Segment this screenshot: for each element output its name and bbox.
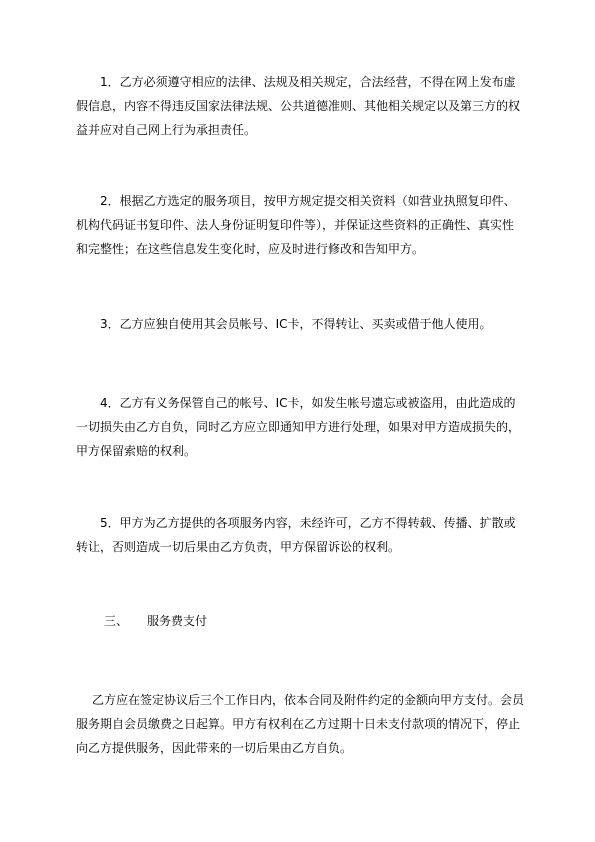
clause-1: 1．乙方必须遵守相应的法律、法规及相关规定，合法经营，不得在网上发布虚假信息，内容不得违反国家法律法规、公共道德准则、其他相关规定以及第三方的权益并应对自己网上行为承担责任。: [76, 75, 521, 137]
section-title: 服务费支付: [147, 614, 208, 628]
clause-5: 5．甲方为乙方提供的各项服务内容，未经许可，乙方不得转载、传播、扩散或转让，否则造成一切后果由乙方负责，甲方保留诉讼的权利。: [76, 516, 516, 554]
section-heading: [76, 609, 207, 633]
payment-paragraph: 乙方应在签定协议后三个工作日内，依本合同及附件约定的金额向甲方支付。会员服务期自会员缴费之日起算。甲方有权利在乙方过期十日未支付款项的情况下，停止向乙方提供服务，因此带来的一切后果由乙方自负。: [76, 693, 525, 755]
clause-2: 2．根据乙方选定的服务项目，按甲方规定提交相关资料（如营业执照复印件、机构代码证书复印件、法人身份证明复印件等），并保证这些资料的正确性、真实性和完整性；在这些信息发生变化时，应及时进行修改和告知甲方。: [76, 194, 516, 256]
clause-3: 3．乙方应独自使用其会员帐号、IC卡，不得转让、买卖或借于他人使用。: [100, 317, 492, 331]
section-number: 三、: [104, 614, 129, 628]
clause-4: 4．乙方有义务保管自己的帐号、IC卡，如发生帐号遗忘或被盗用，由此造成的一切损失由乙方自负，同时乙方应立即通知甲方进行处理，如果对甲方造成损失的，甲方保留索赔的权利。: [76, 396, 521, 458]
